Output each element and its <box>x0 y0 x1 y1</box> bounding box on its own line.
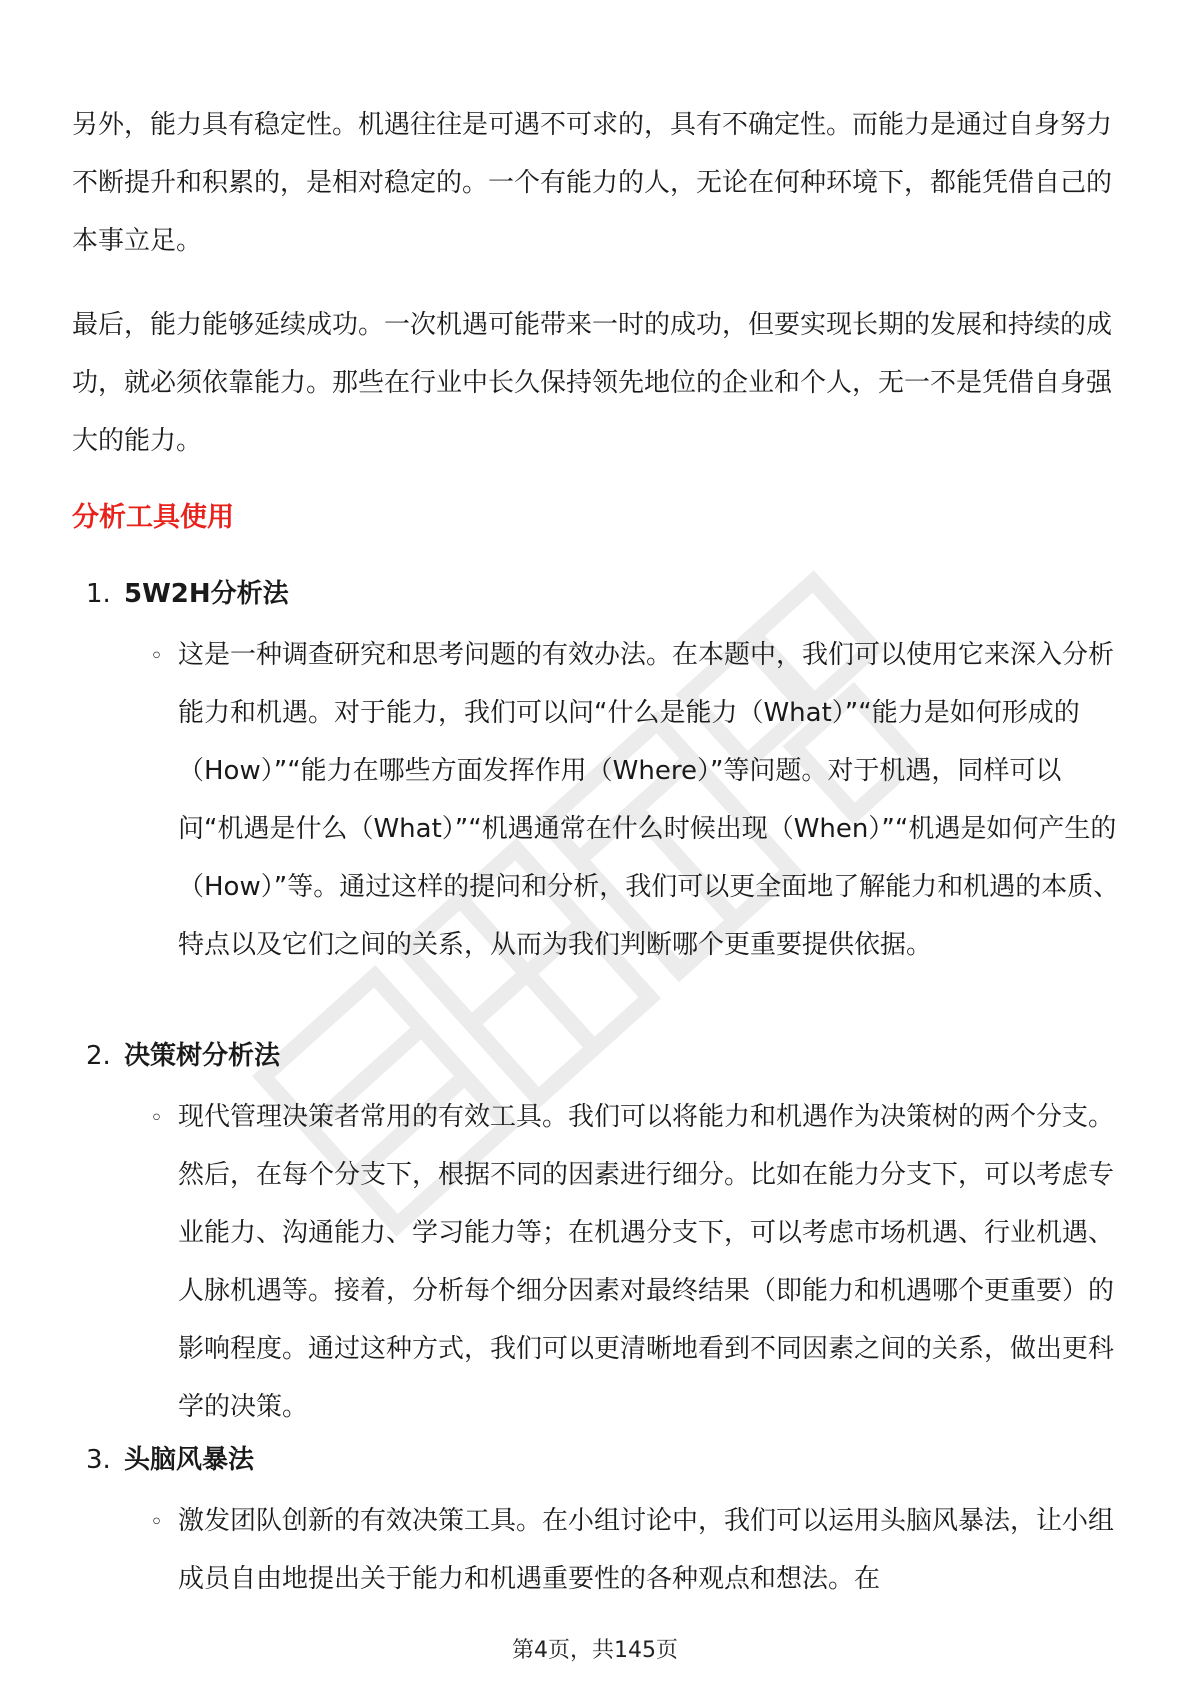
list-number: 1. <box>86 579 111 609</box>
tool-title-text: 5W2H分析法 <box>124 579 289 609</box>
tool-description: 这是一种调查研究和思考问题的有效办法。在本题中，我们可以使用它来深入分析能力和机遇。对于能力，我们可以问“什么是能力（What）”“能力是如何形成的（How）”“能力在哪些方面发挥作用（Where）”等问题。对于机遇，同样可以问“机遇是什么（What）”“机遇通常在什么时候出现（When）”“机遇是如何产生的（How）”等。通过这样的提问和分析，我们可以更全面地了解能力和机遇的本质、特点以及它们之间的关系，从而为我们判断哪个更重要提供依据。 <box>178 640 1120 960</box>
tool-title-text: 头脑风暴法 <box>124 1445 255 1475</box>
tool-item-title <box>86 574 289 614</box>
list-number: 2. <box>86 1041 111 1071</box>
paragraph-stability: 另外，能力具有稳定性。机遇往往是可遇不可求的，具有不确定性。而能力是通过自身努力不断提升和积累的，是相对稳定的。一个有能力的人，无论在何种环境下，都能凭借自己的本事立足。 <box>72 110 1113 256</box>
tool-description: 激发团队创新的有效决策工具。在小组讨论中，我们可以运用头脑风暴法，让小组成员自由地提出关于能力和机遇重要性的各种观点和想法。在 <box>178 1506 1115 1594</box>
section-heading: 分析工具使用 <box>72 502 234 533</box>
tool-item-title <box>86 1036 280 1076</box>
paragraph-continuity: 最后，能力能够延续成功。一次机遇可能带来一时的成功，但要实现长期的发展和持续的成功，就必须依靠能力。那些在行业中长久保持领先地位的企业和个人，无一不是凭借自身强大的能力。 <box>72 310 1113 456</box>
bullet-icon: ◦ <box>150 644 163 669</box>
page-number-footer: 第4页，共145页 <box>512 1638 678 1663</box>
bullet-icon: ◦ <box>150 1510 163 1535</box>
list-number: 3. <box>86 1445 111 1475</box>
tool-description: 现代管理决策者常用的有效工具。我们可以将能力和机遇作为决策树的两个分支。然后，在每个分支下，根据不同的因素进行细分。比如在能力分支下，可以考虑专业能力、沟通能力、学习能力等；在机遇分支下，可以考虑市场机遇、行业机遇、人脉机遇等。接着，分析每个细分因素对最终结果（即能力和机遇哪个更重要）的影响程度。通过这种方式，我们可以更清晰地看到不同因素之间的关系，做出更科学的决策。 <box>178 1102 1115 1422</box>
tool-title-text: 决策树分析法 <box>124 1041 281 1071</box>
tool-item-title <box>86 1440 254 1480</box>
bullet-icon: ◦ <box>150 1106 163 1131</box>
